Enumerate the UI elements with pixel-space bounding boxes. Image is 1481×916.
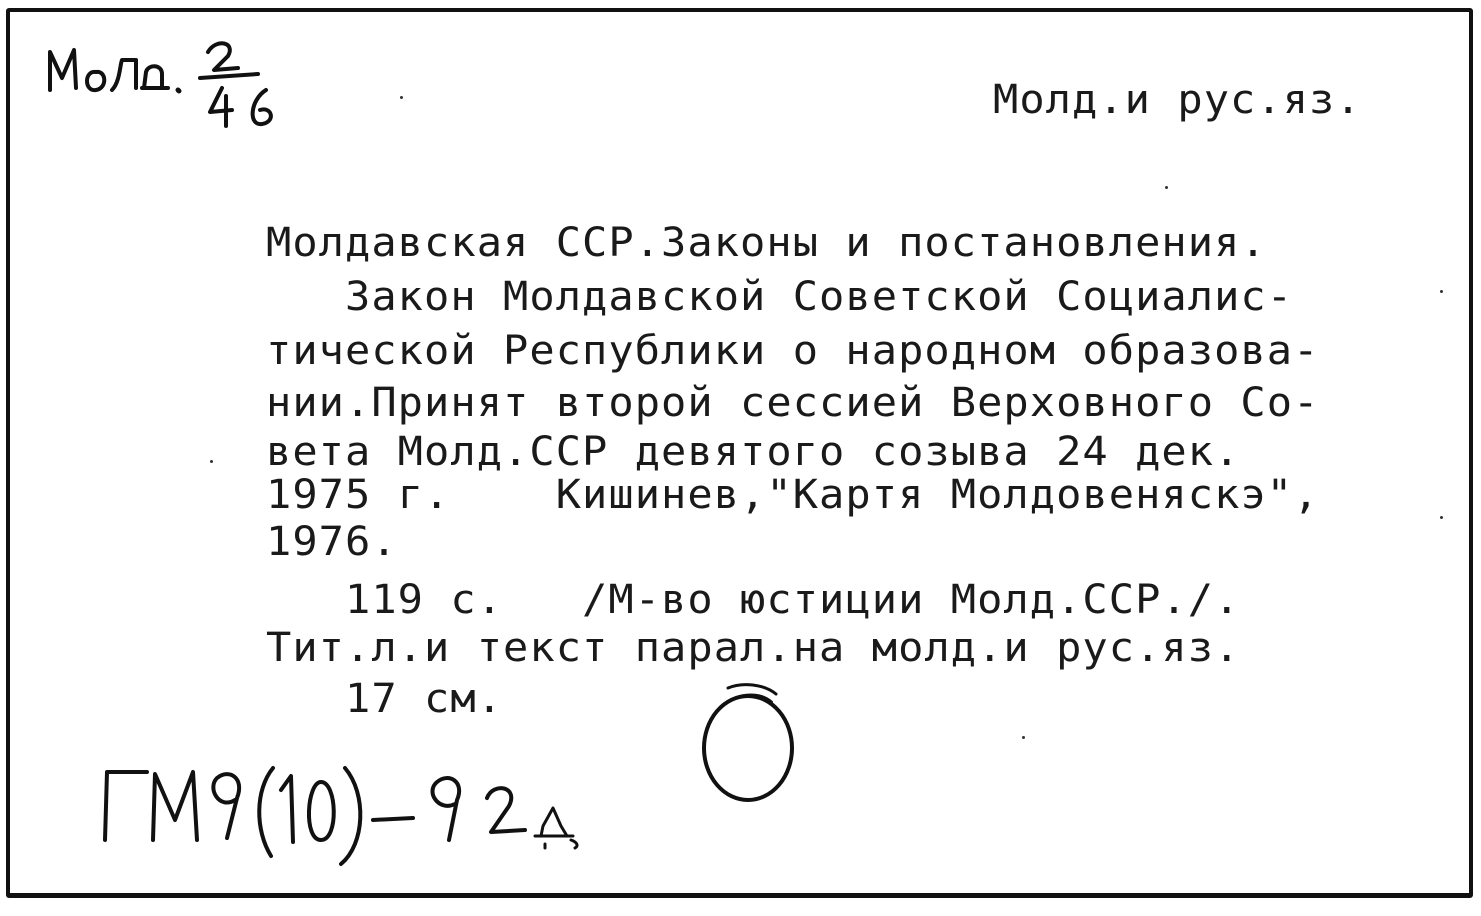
language-note: Молд.и рус.яз. [993, 77, 1362, 123]
description-line: Молдавская ССР.Законы и постановления. [266, 220, 1267, 266]
scan-speck [400, 96, 403, 99]
scan-speck [1440, 516, 1443, 519]
scan-speck [1165, 186, 1168, 189]
handwritten-circle [690, 680, 810, 810]
scan-speck [210, 460, 213, 463]
scan-speck [1440, 290, 1443, 293]
description-line: Закон Молдавской Советской Социалис- [266, 274, 1294, 320]
description-line: вета Молд.ССР девятого созыва 24 дек. [266, 429, 1241, 475]
handwritten-catalog-code [95, 760, 615, 870]
description-line: Тит.л.и текст парал.на молд.и рус.яз. [266, 625, 1241, 671]
description-line: тической Республики о народном образова- [266, 328, 1320, 374]
description-line: 1976. [266, 519, 398, 565]
description-line: 119 с. /М-во юстиции Молд.ССР./. [266, 577, 1241, 623]
description-line: нии.Принят второй сессией Верховного Со- [266, 380, 1320, 426]
description-line: 1975 г. Кишинев,"Картя Молдовеняскэ", [266, 472, 1320, 518]
scan-speck [1022, 736, 1025, 739]
description-line: 17 см. [266, 676, 504, 722]
handwritten-shelfmark [40, 30, 300, 140]
